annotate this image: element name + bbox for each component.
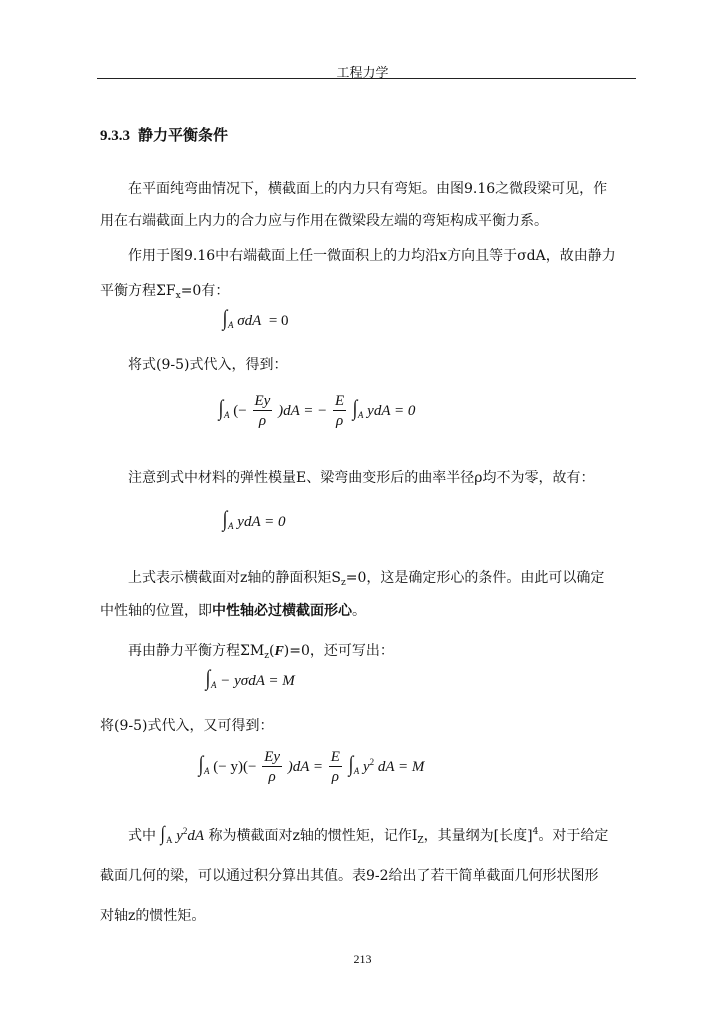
paragraph-4: 注意到式中材料的弹性模量E、梁弯曲变形后的曲率半径ρ均不为零，故有：	[128, 470, 595, 486]
page-number: 213	[353, 952, 372, 966]
paragraph-1-line-1: 在平面纯弯曲情况下，横截面上的内力只有弯矩。由图9.16之微段梁可见，作	[128, 181, 608, 197]
equation-5: $\int_A$ (− y)(− $\frac{Ey}{\rho}$ )dA = $\frac{E}{\rho}$ $\int_A$ $y^2$ dA = M	[198, 749, 425, 785]
paragraph-2-line-1: 作用于图9.16中右端截面上任一微面积上的力均沿x方向且等于σdA，故由静力	[128, 248, 616, 264]
paragraph-1-line-2: 用在右端截面上内力的合力应与作用在微梁段左端的弯矩构成平衡力系。	[100, 213, 548, 229]
equation-2: $\int_A$ (− $\frac{Ey}{\rho}$ )dA = − $\frac{E}{\rho}$ $\int_A$ ydA = 0	[218, 393, 416, 429]
paragraph-2-line-2: 平衡方程$\Sigma F_x=0$有：	[100, 283, 230, 301]
running-header: 工程力学	[336, 66, 389, 81]
equation-1: $\int_A$ σdA = 0	[222, 305, 289, 330]
paragraph-5-line-1: 上式表示横截面对z轴的静面积矩$S_z=0$，这是确定形心的条件。由此可以确定	[128, 570, 605, 588]
paragraph-3: 将式(9-5)式代入，得到：	[128, 357, 288, 373]
paragraph-8-line-3: 对轴z的惯性矩。	[100, 908, 206, 924]
equation-4: $\int_A - y\sigma dA = M$	[205, 665, 295, 690]
equation-3: $\int_A$ ydA = 0	[222, 506, 286, 531]
paragraph-7: 将(9-5)式代入，又可得到：	[100, 718, 274, 734]
section-number: 9.3.3	[100, 128, 130, 144]
section-heading	[100, 124, 228, 145]
header-rule	[97, 78, 636, 79]
paragraph-8-line-1: 式中 $\int_A$ $y^2dA$ 称为横截面对z轴的惯性矩，记作$I_Z$，其量纲为[长度]$^4$。对于给定	[128, 823, 609, 846]
section-title: 静力平衡条件	[138, 126, 229, 144]
paragraph-8-line-2: 截面几何的梁，可以通过积分算出其值。表9-2给出了若干简单截面几何形状图形	[100, 868, 599, 884]
paragraph-6: 再由静力平衡方程$\Sigma M_z(F)=0$，还可写出：	[128, 643, 394, 661]
paragraph-5-line-2: 中性轴的位置，即中性轴必过横截面形心。	[100, 603, 366, 619]
